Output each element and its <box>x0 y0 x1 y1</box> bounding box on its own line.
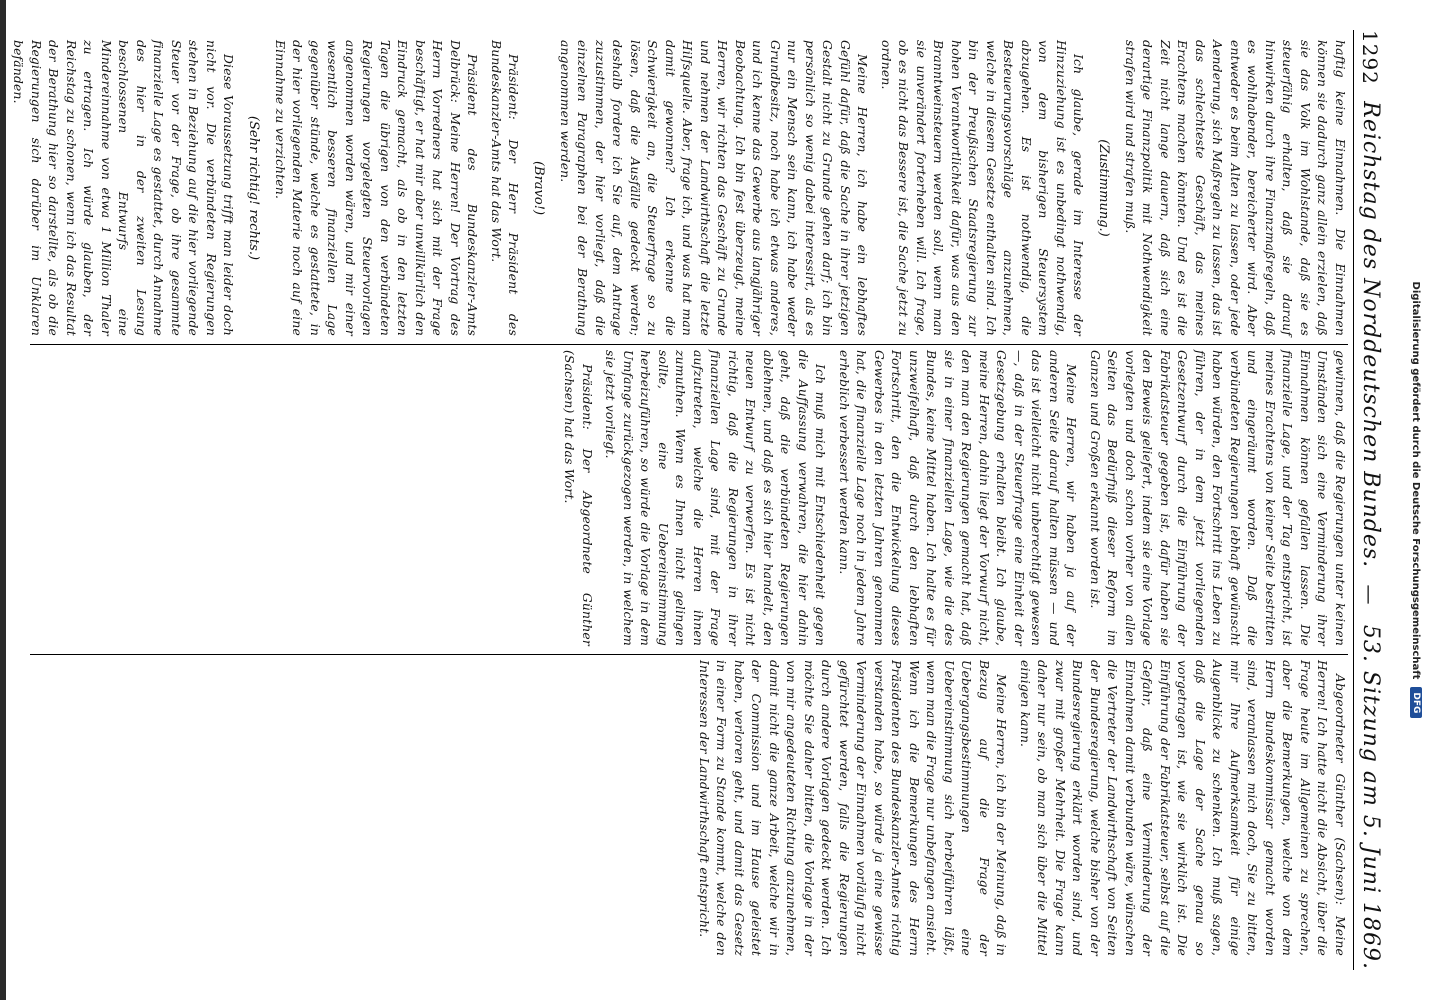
text-column-middle <box>24 350 1348 646</box>
interjection: (Sehr richtig! rechts.) <box>246 115 262 261</box>
speaker-announcement: Präsident: Der Herr Präsident des Bundeskanzler-Amts hat das Wort. <box>489 40 521 336</box>
dfg-credit-text: Digitalisierung gefördert durch die Deutsche Forschungsgemeinschaft <box>1410 281 1422 680</box>
page-header <box>1353 30 1394 970</box>
paragraph: Präsident des Bundeskanzler-Amts Delbrück: Meine Herren! Der Vortrag des Herrn Vorredners hat sich mit der Frage beschäftigt, er hat mir aber unwillkürlich den Eindruck gemacht, als ob in den letzten Tagen die übrigen von den verbündeten Regierungen vorgelegten Steuervorlagen angenommen worden wären, und mir einer wesentlich besseren finanziellen Lage gegenüber stünde, welche es gestattete, in der hier vorliegenden Materie noch auf eine Einnahme zu verzichten. <box>273 40 480 336</box>
paragraph: Meine Herren, ich habe ein lebhaftes Gefühl dafür, daß die Sache in ihrer jetzigen Gestalt nicht zu Grunde gehen darf; ich bin persönlich so wenig dabei interessirt, als es nur ein Mensch sein kann, ich habe weder Grundbesitz, noch habe ich etwas anderes, und ich kenne das Gewerbe aus langjähriger Beobachtung. Ich bin fest überzeugt, meine Herren, wir richten das Geschäft zu Grunde und nehmen der Landwirthschaft die letzte Hilfsquelle. Aber, frage ich, und was hat man damit gewonnen? Ich erkenne die Schwierigkeit an, die Steuerfrage so zu lösen, daß die Ausfälle gedeckt werden; deshalb fordere ich Sie auf, dem Antrage zuzustimmen, der hier vorliegt, daß die einzelnen Paragraphen bei der Berathung angenommen werden. <box>558 40 870 336</box>
paragraph: Diese Voraussetzung trifft man leider doch nicht vor. Die verbündeten Regierungen stehen in Beziehung auf die hier vorliegende Steuer vor der Frage, ob ihre gesammte finanzielle Lage es gestattet, durch Annahme des hier in der zweiten Lesung beschlossenen Entwurfs eine Mindereinnahme von etwa 1 Million Thaler zu ertragen. Ich würde glauben, der Reichstag zu schonen, wenn ich das Resultat der Berathung hier so darstellte, als ob die Regierungen sich darüber im Unklaren befänden. <box>11 40 236 336</box>
text-column-right <box>24 660 1348 956</box>
dfg-logo: DFG <box>1410 687 1422 718</box>
paragraph: haftig keine Einnahmen. Die Einnahmen können sie dadurch ganz allein erzielen, daß sie das Volk im Wohlstande, daß sie es steuerfähig erhalten, daß sie darauf hinwirken durch ihre Finanzmaßregeln, daß es wohlhabender, bereicherter wird. Aber entweder es beim Alten zu lassen, oder jede Aenderung, sich Maßregeln zu lassen, das ist das schlechteste Geschäft, das meines Erachtens machen könnten. Und es ist die Zeit nicht lange dauern, daß sich eine derartige Finanzpolitik mit Nothwendigkeit strafen wird und strafen muß. <box>1123 40 1347 336</box>
paragraph: gewinnen, daß die Regierungen unter keinen Umständen sich eine Verminderung ihrer Einnahmen können gefallen lassen. Die finanzielle Lage, und der Tag entspricht, ist meines Erachtens von keiner Seite bestritten und eingeräumt worden. Daß die verbündeten Regierungen lebhaft gewünscht haben würden, den Fortschritt ins Leben zu führen, der in dem jetzt vorliegenden Gesetzentwurf durch die Einführung der Fabrikatsteuer gegeben ist, dafür haben sie den Beweis geliefert, indem sie eine Vorlage vorlegten und doch schon vorher von allen Seiten das Bedürfniß dieser Reform im Ganzen und Großen erkannt worden ist. <box>1088 350 1347 646</box>
header-separator: — <box>1358 584 1382 609</box>
column-rule <box>30 654 1348 655</box>
paragraph: Abgeordneter Günther (Sachsen): Meine Herren! Ich hatte nicht die Absicht, über die Frage heute im Allgemeinen zu sprechen, aber die Bemerkungen, welche von dem Herrn Bundeskommissar gemacht worden sind, veranlassen mich doch, Sie zu bitten, mir Ihre Aufmerksamkeit für einige Augenblicke zu schenken. Ich muß sagen, daß die Lage der Sache genau so vorgetragen ist, wie sie wirklich ist. Die Einführung der Fabrikatsteuer, selbst auf die Gefahr, daß eine Verminderung der Einnahmen damit verbunden wäre, wünschen die Vertreter der Landwirthschaft von Seiten der Bundesregierung, welche bisher von der Bundesregierung erklärt worden sind, und zwar mit großer Mehrheit. Die Frage kann daher nur sein, ob man sich über die Mittel einigen kann. <box>1018 660 1347 956</box>
paragraph: Meine Herren, wir haben ja auf der anderen Seite darauf halten müssen — und das ist vielleicht nicht unberechtigt gewesen —, daß in der Steuerfrage eine Einheit der Gesetzgebung erhalten bleibt. Ich glaube, meine Herren, dahin liegt der Vorwurf nicht, den man den Regierungen gemacht hat, daß sie in einer finanziellen Lage, wie die des Bundes, keine Mittel haben. Ich halte es für unzweifelhaft, daß durch den lebhaften Fortschritt, den die Entwickelung dieses Gewerbes in den letzten Jahren genommen hat, die finanzielle Lage noch in jedem Jahre erheblich verbessert werden kann. <box>837 350 1079 646</box>
interjection: (Zustimmung.) <box>1096 139 1112 237</box>
paragraph: Ich glaube, gerade im Interesse der Hinzuziehung ist es unbedingt nothwendig, von dem bisherigen Steuersystem abzugehen. Es ist nothwendig, die Besteuerungsvorschläge anzunehmen, welche in diesem Gesetze enthalten sind. Ich bin der Preußischen Staatsregierung zur hohen Verantwortlichkeit dafür, was aus den Branntweinsteuern werden soll, wenn man sie unverändert forterheben will. Ich frage, ob es nicht das Bessere ist, die Sache jetzt zu ordnen. <box>879 40 1086 336</box>
rotated-newspaper-page <box>11 0 1400 1000</box>
header-publication: Reichstag des Norddeutschen Bundes. <box>1358 101 1383 569</box>
paragraph: Ich muß mich mit Entschiedenheit gegen die Auffassung verwahren, die hier dahin geht, daß die verbündeten Regierungen ablehnen, und daß es sich hier handelt, den neuen Entwurf zu verwerfen. Es ist nicht richtig, daß die Regierungen in ihrer finanziellen Lage sind, mit der Frage aufzutreten, welche die Herren ihnen zumuthen. Wenn es Ihnen nicht gelingen sollte, eine Uebereinstimmung herbeizuführen, so würde die Vorlage in dem Umfange zurückgezogen werden, in welchem sie jetzt vorliegt. <box>603 350 828 646</box>
speaker-announcement: Präsident: Der Abgeordnete Günther (Sachsen) hat das Wort. <box>562 350 594 646</box>
interjection: (Bravo!) <box>531 160 547 216</box>
page-number: 1292 <box>1358 30 1382 85</box>
dfg-credit <box>1406 10 1426 990</box>
text-column-left <box>11 40 1348 336</box>
paragraph: Meine Herren, ich bin der Meinung, daß in Bezug auf die Frage der Uebergangsbestimmungen eine Uebereinstimmung sich herbeiführen läßt, wenn man die Frage nur unbefangen ansieht. Wenn ich die Bemerkungen des Herrn Präsidenten des Bundeskanzler-Amtes richtig verstanden habe, so würde ja eine gewisse Verminderung der Einnahmen vorläufig nicht gefürchtet werden, falls die Regierungen durch andere Vorlagen gedeckt werden. Ich möchte Sie daher bitten, die Vorlage in der von mir angedeuteten Richtung anzunehmen, damit nicht die ganze Arbeit, welche wir in der Commission und im Hause geleistet haben, verloren geht, und damit das Gesetz in einer Form zu Stande kommt, welche den Interessen der Landwirthschaft entspricht. <box>697 660 1009 956</box>
header-session: 53. Sitzung am 5. Juni 1869. <box>1358 624 1383 970</box>
scan-edge <box>0 0 6 1000</box>
column-rule <box>30 344 1348 345</box>
